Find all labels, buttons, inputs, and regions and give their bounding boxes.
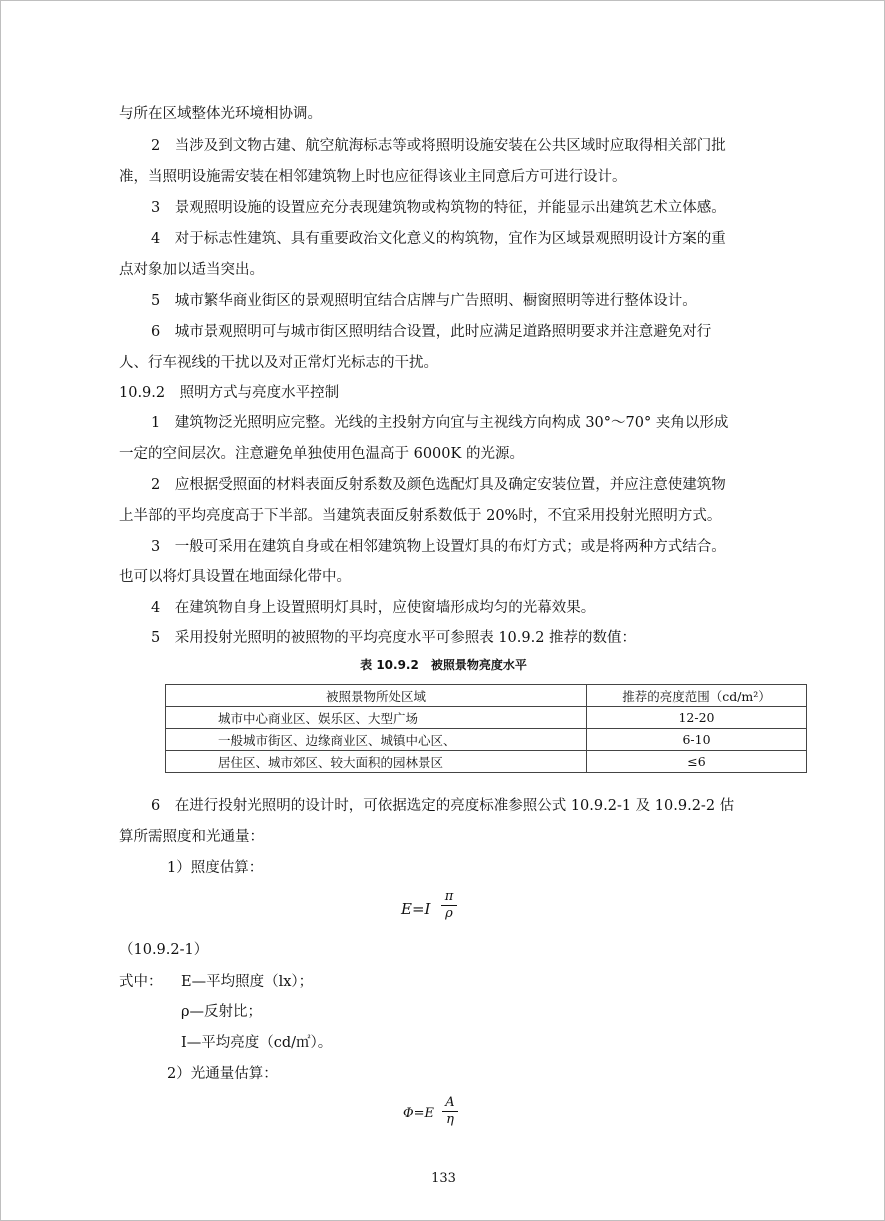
definition-rho: ρ—反射比； [181, 1004, 263, 1020]
table-cell: 城市中心商业区、娱乐区、大型广场 [166, 707, 587, 729]
item-2-line-2: 上半部的平均亮度高于下半部。当建筑表面反射系数低于 20%时，不宜采用投射光照明方式。 [119, 508, 722, 524]
clause-6-line-1: 6 城市景观照明可与城市街区照明结合设置，此时应满足道路照明要求并注意避免对行 [151, 324, 712, 340]
item-3-line-2: 也可以将灯具设置在地面绿化带中。 [119, 569, 351, 585]
fraction-denominator: η [446, 1112, 454, 1127]
item-6-line-2: 算所需照度和光通量： [119, 829, 264, 845]
fraction-denominator: ρ [445, 906, 453, 921]
clause-2-line-1: 2 当涉及到文物古建、航空航海标志等或将照明设施安装在公共区域时应取得相关部门批 [151, 138, 726, 154]
clause-4-line-2: 点对象加以适当突出。 [119, 262, 264, 278]
clause-2-line-2: 准，当照明设施需安装在相邻建筑物上时也应征得该业主同意后方可进行设计。 [119, 169, 627, 185]
item-1-line-2: 一定的空间层次。注意避免单独使用色温高于 6000K 的光源。 [119, 446, 524, 462]
table-title: 表 10.9.2 被照景物亮度水平 [360, 658, 527, 672]
item-1-line-1: 1 建筑物泛光照明应完整。光线的主投射方向宜与主视线方向构成 30°～70° 夹角以形成 [151, 415, 729, 431]
clause-4-line-1: 4 对于标志性建筑、具有重要政治文化意义的构筑物，宜作为区域景观照明设计方案的重 [151, 231, 726, 247]
table-cell: 12-20 [587, 707, 807, 729]
formula-flux-fraction [442, 1095, 458, 1128]
clause-5: 5 城市繁华商业街区的景观照明宜结合店牌与广告照明、橱窗照明等进行整体设计。 [151, 293, 697, 309]
formula-flux-lhs: Φ=E [403, 1106, 435, 1121]
definition-I: I—平均亮度（cd/㎡）。 [181, 1035, 333, 1051]
formula-illuminance-lhs: E=I [401, 900, 431, 918]
paragraph-continuation: 与所在区域整体光环境相协调。 [119, 106, 322, 122]
table-cell: 6-10 [587, 729, 807, 751]
clause-6-line-2: 人、行车视线的干扰以及对正常灯光标志的干扰。 [119, 355, 438, 371]
page-number: 133 [431, 1171, 456, 1186]
table-cell: 一般城市街区、边缘商业区、城镇中心区、 [166, 729, 587, 751]
fraction-numerator: π [441, 889, 457, 906]
section-heading-10-9-2: 10.9.2 照明方式与亮度水平控制 [119, 385, 340, 401]
definition-E: E—平均照度（lx）； [181, 974, 314, 990]
table-header-row [166, 685, 807, 707]
table-row [166, 707, 807, 729]
formula-illuminance-fraction [441, 889, 457, 922]
table-cell: 居住区、城市郊区、较大面积的园林景区 [166, 751, 587, 773]
table-row [166, 729, 807, 751]
flux-estimate-label: 2）光通量估算： [167, 1066, 278, 1082]
luminance-table [165, 684, 807, 773]
clause-3: 3 景观照明设施的设置应充分表现建筑物或构筑物的特征，并能显示出建筑艺术立体感。 [151, 200, 726, 216]
item-3-line-1: 3 一般可采用在建筑自身或在相邻建筑物上设置灯具的布灯方式；或是将两种方式结合。 [151, 539, 726, 555]
table-row [166, 751, 807, 773]
item-5: 5 采用投射光照明的被照物的平均亮度水平可参照表 10.9.2 推荐的数值： [151, 630, 637, 646]
item-2-line-1: 2 应根据受照面的材料表面反射系数及颜色选配灯具及确定安装位置，并应注意使建筑物 [151, 477, 726, 493]
table-header-cell: 推荐的亮度范围（cd/m²） [587, 685, 807, 707]
fraction-numerator: A [442, 1095, 458, 1112]
illuminance-estimate-label: 1）照度估算： [167, 860, 264, 876]
where-label: 式中： [119, 974, 163, 990]
item-4: 4 在建筑物自身上设置照明灯具时，应使窗墙形成均匀的光幕效果。 [151, 600, 596, 616]
table-cell: ≤6 [587, 751, 807, 773]
equation-number: （10.9.2-1） [119, 942, 209, 958]
table-header-cell: 被照景物所处区域 [166, 685, 587, 707]
item-6-line-1: 6 在进行投射光照明的设计时，可依据选定的亮度标准参照公式 10.9.2-1 及 10.9.2-2 估 [151, 798, 735, 814]
